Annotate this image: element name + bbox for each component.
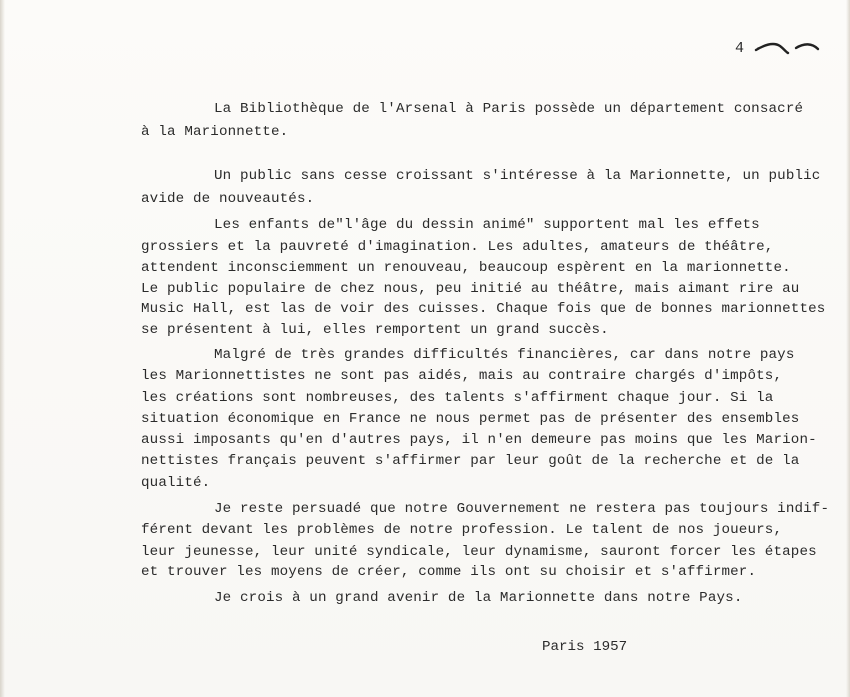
text-line: et trouver les moyens de créer, comme ils ont su choisir et s'affirmer. [141, 564, 757, 580]
text-line: leur jeunesse, leur unité syndicale, leur dynamisme, sauront forcer les étapes [141, 544, 817, 560]
text-line: qualité. [141, 475, 211, 491]
text-line: Music Hall, est las de voir des cuisses. Chaque fois que de bonnes marionnettes [141, 301, 826, 317]
paper-right-edge [846, 0, 850, 697]
text-line: Le public populaire de chez nous, peu initié au théâtre, mais aimant rire au [141, 281, 800, 297]
text-line: grossiers et la pauvreté d'imagination. Les adultes, amateurs de théâtre, [141, 239, 774, 255]
text-line: La Bibliothèque de l'Arsenal à Paris possède un département consacré [214, 101, 804, 117]
text-line: les Marionnettistes ne sont pas aidés, mais au contraire chargés d'impôts, [141, 368, 783, 384]
text-line: situation économique en France ne nous permet pas de présenter des ensembles [141, 411, 800, 427]
text-line: férent devant les problèmes de notre profession. Le talent de nos joueurs, [141, 522, 783, 538]
text-line: se présentent à lui, elles remportent un grand succès. [141, 322, 609, 338]
text-line: à la Marionnette. [141, 124, 289, 140]
text-line: Je reste persuadé que notre Gouvernement ne restera pas toujours indif- [214, 501, 830, 517]
text-line: aussi imposants qu'en d'autres pays, il n'en demeure pas moins que les Marion- [141, 432, 817, 448]
paper-left-edge [0, 0, 5, 697]
text-line: Un public sans cesse croissant s'intéresse à la Marionnette, un public [214, 168, 821, 184]
text-line: Les enfants de"l'âge du dessin animé" supportent mal les effets [214, 217, 760, 233]
text-line: avide de nouveautés. [141, 191, 315, 207]
handwritten-mark-icon [752, 38, 822, 58]
text-line: nettistes français peuvent s'affirmer par leur goût de la recherche et de la [141, 453, 800, 469]
text-line: Je crois à un grand avenir de la Marionnette dans notre Pays. [214, 590, 743, 606]
page-number: 4 - [735, 40, 766, 57]
closing-date-line: Paris 1957 [542, 639, 628, 655]
text-line: les créations sont nombreuses, des talents s'affirment chaque jour. Si la [141, 390, 774, 406]
text-line: attendent inconsciemment un renouveau, beaucoup espèrent en la marionnette. [141, 260, 791, 276]
text-line: Malgré de très grandes difficultés financières, car dans notre pays [214, 347, 795, 363]
